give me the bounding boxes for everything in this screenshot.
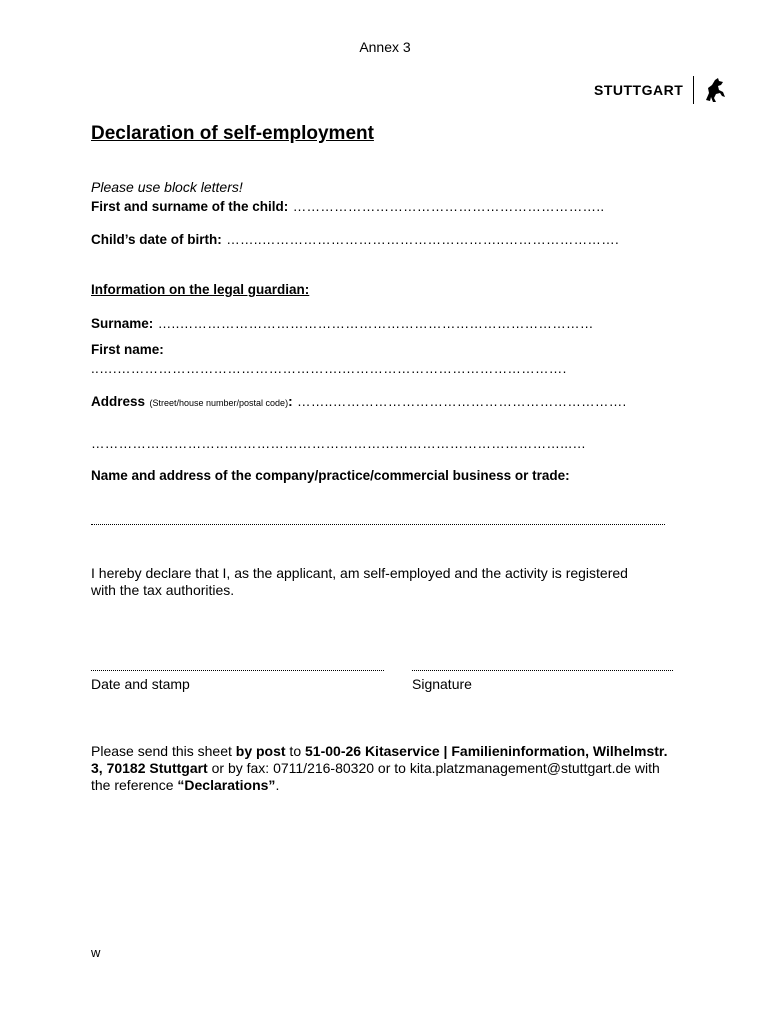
- logo-divider: [693, 76, 694, 104]
- address-field-2[interactable]: …………………………………………………………………………………………...…: [91, 436, 587, 451]
- annex-label: Annex 3: [359, 39, 411, 55]
- address-row: [91, 393, 627, 411]
- send-text-2: to: [285, 743, 306, 759]
- send-text-3: or by fax: 0711/216-80320 or to kita.platzmanagement@stuttgart.de with the reference: [91, 760, 660, 793]
- child-dob-row: [91, 231, 619, 249]
- surname-field[interactable]: …..………………………………………………………………………………: [157, 316, 594, 331]
- first-name-field[interactable]: ..….………………………………………….………………………………………….: [91, 361, 567, 376]
- child-dob-label: Child’s date of birth:: [91, 232, 222, 247]
- address-colon: :: [288, 394, 293, 409]
- date-stamp-caption: Date and stamp: [91, 676, 190, 692]
- logo-text: STUTTGART: [594, 82, 684, 98]
- child-name-label: First and surname of the child:: [91, 199, 289, 214]
- declaration-text: I hereby declare that I, as the applicant, am self-employed and the activity is registered with the tax authorities.: [91, 565, 628, 598]
- first-name-label: First name:: [91, 342, 164, 357]
- horse-icon: [702, 76, 728, 104]
- footer-mark: w: [91, 945, 101, 960]
- signature-line[interactable]: [412, 670, 673, 671]
- send-bold-address: 51-00-26 Kitaservice | Familieninformation, Wilhelmstr. 3, 70182 Stuttgart: [91, 743, 668, 776]
- address-label: Address: [91, 394, 146, 409]
- stuttgart-logo: [594, 74, 728, 106]
- send-text-4: .: [275, 777, 280, 793]
- send-bold-reference: “Declarations”: [177, 777, 276, 793]
- address-field[interactable]: ……..……………………………………………………….: [297, 394, 627, 409]
- child-name-field[interactable]: …………………………………………………………..: [292, 199, 605, 214]
- page-title: Declaration of self-employment: [91, 123, 374, 144]
- block-letters-hint: Please use block letters!: [91, 179, 243, 195]
- guardian-heading: Information on the legal guardian:: [91, 282, 310, 297]
- child-dob-field[interactable]: ……..……………………………………………..…………………….: [226, 232, 620, 247]
- address-hint: (Street/house number/postal code): [149, 398, 289, 408]
- company-field[interactable]: [91, 524, 665, 525]
- send-bold-by-post: by post: [235, 743, 286, 759]
- date-stamp-line[interactable]: [91, 670, 384, 671]
- child-name-row: [91, 198, 604, 216]
- send-instructions: [91, 743, 671, 794]
- surname-label: Surname:: [91, 316, 154, 331]
- signature-caption: Signature: [412, 676, 472, 692]
- send-text-1: Please send this sheet: [91, 743, 236, 759]
- company-label: Name and address of the company/practice/commercial business or trade:: [91, 468, 570, 483]
- surname-row: [91, 315, 594, 333]
